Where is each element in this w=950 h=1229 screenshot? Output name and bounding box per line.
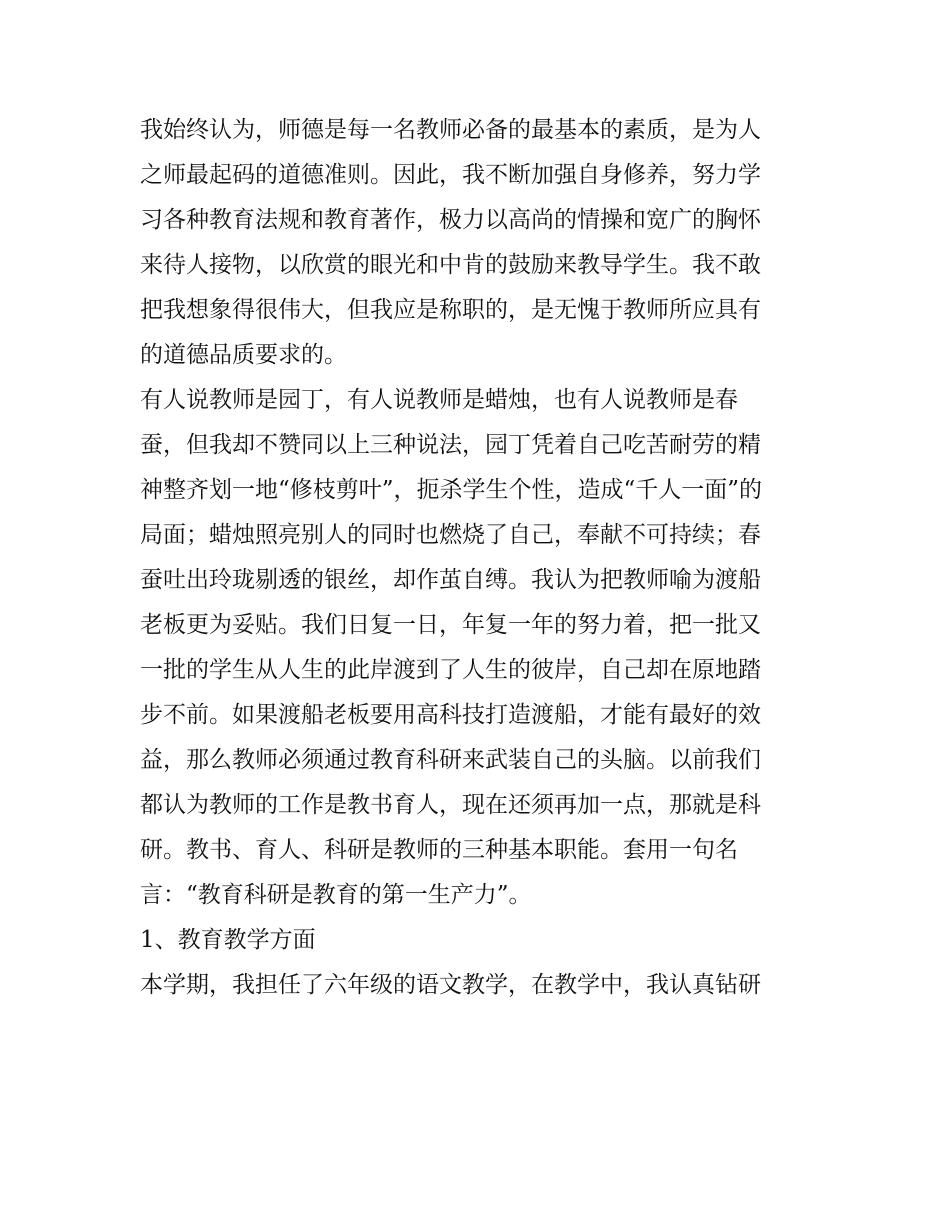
text-line: 蚕，但我却不赞同以上三种说法，园丁凭着自己吃苦耐劳的精 xyxy=(140,432,761,458)
section-heading: 1、教育教学方面 xyxy=(140,927,316,953)
text-line: 一批的学生从人生的此岸渡到了人生的彼岸，自己却在原地踏 xyxy=(140,657,761,683)
text-line: 步不前。如果渡船老板要用高科技打造渡船，才能有最好的效 xyxy=(140,702,761,728)
text-line: 之师最起码的道德准则。因此，我不断加强自身修养，努力学 xyxy=(140,162,761,188)
text-line: 局面；蜡烛照亮别人的同时也燃烧了自己，奉献不可持续；春 xyxy=(140,522,761,548)
text-line: 有人说教师是园丁，有人说教师是蜡烛，也有人说教师是春 xyxy=(140,387,738,413)
text-line: 益，那么教师必须通过教育科研来武装自己的头脑。以前我们 xyxy=(140,747,761,773)
text-line: 言：“教育科研是教育的第一生产力”。 xyxy=(140,882,532,908)
text-line: 我始终认为，师德是每一名教师必备的最基本的素质，是为人 xyxy=(140,117,761,143)
text-line: 把我想象得很伟大，但我应是称职的，是无愧于教师所应具有 xyxy=(140,297,761,323)
text-line: 蚕吐出玲珑剔透的银丝，却作茧自缚。我认为把教师喻为渡船 xyxy=(140,567,761,593)
text-line: 神整齐划一地“修枝剪叶”，扼杀学生个性，造成“千人一面”的 xyxy=(140,477,763,503)
text-line: 老板更为妥贴。我们日复一日，年复一年的努力着，把一批又 xyxy=(140,612,761,638)
body-text xyxy=(140,108,820,1008)
text-line: 习各种教育法规和教育著作，极力以高尚的情操和宽广的胸怀 xyxy=(140,207,761,233)
text-line: 的道德品质要求的。 xyxy=(140,342,347,368)
text-line: 都认为教师的工作是教书育人，现在还须再加一点，那就是科 xyxy=(140,792,761,818)
text-line: 本学期，我担任了六年级的语文教学，在教学中，我认真钻研 xyxy=(140,972,761,998)
text-line: 来待人接物，以欣赏的眼光和中肯的鼓励来教导学生。我不敢 xyxy=(140,252,761,278)
text-line: 研。教书、育人、科研是教师的三种基本职能。套用一句名 xyxy=(140,837,738,863)
